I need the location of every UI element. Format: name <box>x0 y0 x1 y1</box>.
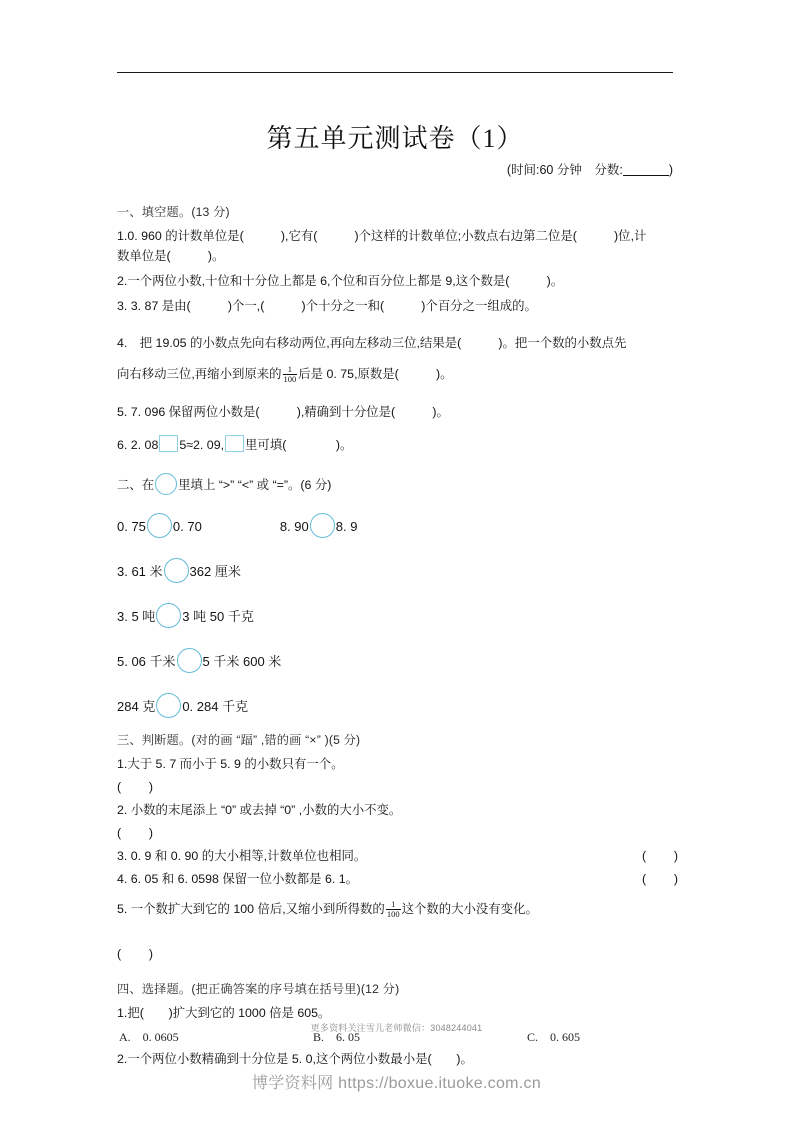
answer-bracket-tf-5[interactable]: ( ) <box>117 947 155 962</box>
q3-part-b: )个一,( <box>227 299 265 314</box>
q6-part-a: 6. 2. 08 <box>117 437 159 452</box>
q4-part-e: )。 <box>435 367 453 382</box>
section-heading-truefalse: 三、判断题。(对的画 “踾” ,错的画 “×” )(5 分) <box>117 732 361 747</box>
compare-circle-5[interactable] <box>177 648 202 673</box>
compare-right-2: 8. 9 <box>335 518 358 534</box>
q4-part-b: )。把一个数的小数点先 <box>498 336 627 351</box>
worksheet-content <box>117 203 679 1074</box>
question-tf-4 <box>117 869 679 889</box>
question-fill-1 <box>117 226 679 266</box>
q6-part-d: )。 <box>335 437 353 452</box>
q3-part-c: )个十分之一和( <box>301 299 385 314</box>
q3-part-a: 3. 3. 87 是由( <box>117 299 191 314</box>
spacer <box>117 924 679 944</box>
q1-part-c: )个这样的计数单位;小数点右边第二位是( <box>354 229 577 243</box>
choice-option-c[interactable]: C. 0. 605 <box>527 1030 581 1045</box>
exam-meta <box>117 160 673 178</box>
q5-part-c: )。 <box>432 405 449 420</box>
spacer <box>117 583 679 603</box>
watermark-wechat: 更多资料关注雪儿老师微信：3048244041 <box>310 1023 483 1033</box>
spacer <box>117 538 679 558</box>
q6-part-b: 5≈2. 09, <box>179 437 225 452</box>
q1-part-d: )位,计 <box>614 229 647 243</box>
answer-bracket-tf-4[interactable]: ( ) <box>641 871 679 886</box>
spacer <box>117 321 679 328</box>
compare-left-2: 8. 90 <box>279 518 309 534</box>
compare-heading-a: 二、在 <box>117 477 155 492</box>
spacer <box>117 428 679 435</box>
q3-part-d: )个百分之一组成的。 <box>421 299 537 314</box>
q1-part-b: ),它有( <box>280 229 318 243</box>
question-tf-3-text: 3. 0. 9 和 0. 90 的大小相等,计数单位也相同。 <box>117 848 367 863</box>
spacer <box>117 718 679 731</box>
fraction-denominator: 100 <box>283 373 297 384</box>
spacer <box>117 892 679 899</box>
score-blank[interactable] <box>623 175 669 176</box>
section-heading-compare <box>117 473 679 495</box>
compare-heading-b: 里填上 “>” “<” 或 “=”。(6 分) <box>178 477 332 492</box>
choice-option-a[interactable]: A. 0. 0605 <box>119 1030 179 1045</box>
compare-row-2 <box>117 558 679 583</box>
compare-left-1: 0. 75 <box>117 518 146 534</box>
compare-circle-1[interactable] <box>147 513 172 538</box>
q4-part-c: 向右移动三位,再缩小到原来的 <box>117 367 282 382</box>
compare-right-5: 5 千米 600 米 <box>202 653 282 669</box>
q1-part-f: )。 <box>207 249 225 264</box>
fraction-numerator: 1 <box>283 365 298 375</box>
question-fill-4 <box>117 328 679 390</box>
spacer <box>117 967 679 980</box>
answer-bracket-tf-1[interactable]: ( ) <box>117 779 155 794</box>
answer-bracket-tf-3[interactable]: ( ) <box>641 848 679 863</box>
q2-text: 2.一个两位小数,十位和十分位上都是 6,个位和百分位上都是 9,这个数是( <box>117 274 510 289</box>
spacer <box>117 460 679 473</box>
fraction-denominator: 100 <box>386 908 400 919</box>
compare-row-3 <box>117 603 679 628</box>
compare-pair-1 <box>117 513 202 538</box>
q6-part-c: 里可填( <box>245 437 287 452</box>
section-heading-fill: 一、填空题。(13 分) <box>117 205 230 219</box>
compare-right-6: 0. 284 千克 <box>182 698 249 714</box>
answer-bracket-tf-2[interactable]: ( ) <box>117 825 155 840</box>
compare-circle-heading[interactable] <box>155 473 177 495</box>
spacer <box>117 673 679 693</box>
question-tf-5-part-a: 5. 一个数扩大到它的 100 倍后,又缩小到所得数的 <box>117 902 385 917</box>
spacer <box>117 500 679 513</box>
compare-circle-4[interactable] <box>156 603 181 628</box>
compare-right-3: 362 厘米 <box>189 563 241 579</box>
compare-circle-6[interactable] <box>156 693 181 718</box>
question-choice-1: 1.把( )扩大到它的 1000 倍是 605。 <box>117 1006 331 1021</box>
question-tf-3 <box>117 846 679 866</box>
fraction-numerator: 1 <box>386 900 401 910</box>
compare-left-3: 3. 61 米 <box>117 563 163 579</box>
exam-meta-prefix: (时间:60 分钟 分数: <box>506 163 623 177</box>
fraction-one-hundredth-tf <box>386 900 401 919</box>
q5-part-a: 5. 7. 096 保留两位小数是( <box>117 405 260 420</box>
compare-right-4: 3 吨 50 千克 <box>182 608 254 624</box>
compare-left-4: 3. 5 吨 <box>117 608 156 624</box>
spacer <box>117 628 679 648</box>
spacer <box>117 395 679 402</box>
q1-part-e: 数单位是( <box>117 249 171 264</box>
question-tf-4-text: 4. 6. 05 和 6. 0598 保留一位小数都是 6. 1。 <box>117 871 359 886</box>
question-fill-3 <box>117 296 679 316</box>
page-title: 第五单元测试卷（1） <box>266 124 524 153</box>
header-divider <box>117 72 673 73</box>
watermark-site: 博学资料网 https://boxue.ituoke.com.cn <box>251 1075 542 1092</box>
question-tf-5 <box>117 899 679 919</box>
compare-right-1: 0. 70 <box>172 518 202 534</box>
q1-part-a: 1.0. 960 的计数单位是( <box>117 229 244 243</box>
exam-meta-suffix: ) <box>668 163 673 177</box>
compare-row-1 <box>117 513 679 538</box>
compare-left-6: 284 克 <box>117 698 156 714</box>
choice-option-b[interactable]: B. 6. 05 <box>313 1030 361 1045</box>
q4-part-d: 后是 0. 75,原数是( <box>298 367 399 382</box>
question-choice-2: 2.一个两位小数精确到十分位是 5. 0,这个两位小数最小是( )。 <box>117 1052 473 1067</box>
question-fill-6 <box>117 435 679 455</box>
digit-box-1[interactable] <box>159 435 178 452</box>
compare-circle-2[interactable] <box>310 513 335 538</box>
compare-row-5 <box>117 693 679 718</box>
question-tf-2: 2. 小数的末尾添上 “0” 或去掉 “0” ,小数的大小不变。 <box>117 802 402 817</box>
question-fill-2 <box>117 271 679 291</box>
q5-part-b: ),精确到十分位是( <box>296 405 396 420</box>
compare-circle-3[interactable] <box>164 558 189 583</box>
compare-row-4 <box>117 648 679 673</box>
fraction-one-hundredth <box>283 365 298 384</box>
compare-pair-2 <box>280 513 358 538</box>
digit-box-2[interactable] <box>225 435 244 452</box>
question-tf-1: 1.大于 5. 7 而小于 5. 9 的小数只有一个。 <box>117 756 344 771</box>
question-tf-5-part-b: 这个数的大小没有变化。 <box>401 902 538 917</box>
q2-end: )。 <box>546 274 564 289</box>
q4-part-a: 4. 把 19.05 的小数点先向右移动两位,再向左移动三位,结果是( <box>117 336 462 351</box>
question-fill-5 <box>117 402 679 422</box>
compare-left-5: 5. 06 千米 <box>117 653 176 669</box>
section-heading-choice: 四、选择题。(把正确答案的序号填在括号里)(12 分) <box>117 982 400 997</box>
